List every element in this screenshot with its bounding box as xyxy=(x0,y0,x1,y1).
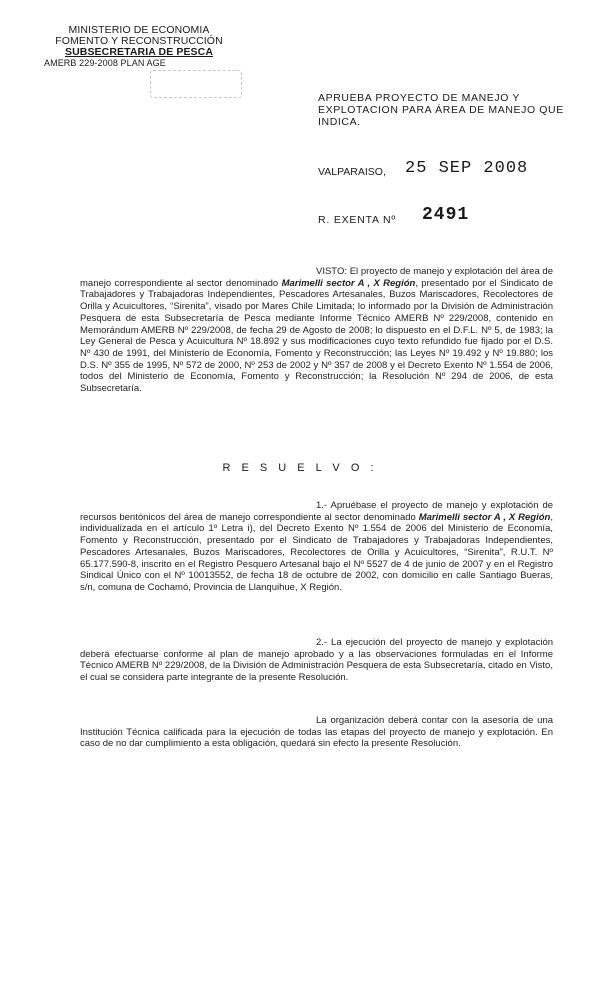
place-label: VALPARAISO, xyxy=(318,166,386,178)
visto-lead: VISTO: xyxy=(316,266,347,277)
paragraph-3-lead: La organización deberá contar con la asesoría xyxy=(316,715,519,726)
letterhead xyxy=(44,25,234,69)
faded-stamp xyxy=(150,70,242,98)
resuelvo-heading: R E S U E L V O : xyxy=(222,462,378,474)
paragraph-2-lead: 2.- La ejecución del proyecto de manejo y xyxy=(316,637,501,648)
ministry-subtitle: FOMENTO Y RECONSTRUCCIÓN xyxy=(55,35,223,47)
resolution-subject: APRUEBA PROYECTO DE MANEJO Y EXPLOTACION PARA ÁREA DE MANEJO QUE INDICA. xyxy=(318,92,564,128)
resolution-label: R. EXENTA Nº xyxy=(318,214,397,226)
document-reference: AMERB 229-2008 PLAN AGE xyxy=(44,58,166,68)
resolution-paragraph-2: 2.- La ejecución del proyecto de manejo y explotación deberá efectuarse conforme al plan de manejo aprobado y a las observaciones formuladas en el Informe Técnico AMERB Nº 229/2008, de la División de Administración Pesquera de esta Subsecretaría, citado en Visto, el cual se considera parte integrante de la presente Resolución. xyxy=(80,637,554,684)
sector-name: Marimelli sector A , X Región xyxy=(281,277,416,289)
sector-name-2: Marimelli sector A , X Región xyxy=(418,511,551,523)
subsecretariat-name: SUBSECRETARIA DE PESCA xyxy=(64,46,214,58)
visto-paragraph: VISTO: El proyecto de manejo y explotación del área de manejo correspondiente al sector denominado Marimelli sector A , X Región, presentado por el Sindicato de Trabajadores y Trabajadoras Independientes, Pescadores Artesanales, Buzos Mariscadores, Recolectores de Orilla y Acuicultores, “Sirenita”, visado por Mares Chile Limitada; lo informado por la División de Administración Pesquera de esta Subsecretaría de Pesca mediante Informe Técnico AMERB Nº 229/2008, contenido en Memorándum AMERB Nº 229/2008, de fecha 29 de Agosto de 2008; lo dispuesto en el D.F.L. Nº 5, de 1983; la Ley General de Pesca y Acuicultura Nº 18.892 y sus modificaciones cuyo texto refundido fue fijado por el D.S. Nº 430 de 1991, del Ministerio de Economía, Fomento y Reconstrucción; las Leyes Nº 19.492 y Nº 19.880; los D.S. Nº 355 de 1995, Nº 572 de 2000, Nº 253 de 2002 y Nº 357 de 2008 y el Decreto Exento Nº 1.554 de 2006, todos del Ministerio de Economía, Fomento y Reconstrucción; la Resolución Nº 294 de 2006, de esta Subsecretaría. xyxy=(80,266,553,395)
resolution-paragraph-1: 1.- Apruébase el proyecto de manejo y explotación de recursos bentónicos del área de manejo correspondiente al sector denominado Marimelli sector A , X Región, individualizada en el artículo 1º Letra i), del Decreto Exento Nº 1.554 de 2006 del Ministerio de Economía, Fomento y Reconstrucción, presentado por el Sindicato de Trabajadores y Trabajadoras Independientes, Pescadores Artesanales, Buzos Mariscadores, Recolectores de Orilla y Acuicultores, “Sirenita”, R.U.T. Nº 65.177.590-8, inscrito en el Registro Pesquero Artesanal bajo el Nº 5527 de 4 de junio de 2007 y en el Registro Sindical Único con el Nº 10013552, de fecha 18 de octubre de 2002, con domicilio en calle Santiago Bueras, s/n, comuna de Cochamó, Provincia de Llanquihue, X Región. xyxy=(80,500,554,593)
ministry-name: MINISTERIO DE ECONOMIA xyxy=(68,24,210,36)
resolution-paragraph-3: La organización deberá contar con la asesoría de una Institución Técnica calificada para la ejecución de todas las etapas del proyecto de manejo y explotación. En caso de no dar cumplimiento a esta obligación, quedará sin efecto la presente Resolución. xyxy=(80,715,554,750)
paragraph-1-lead: 1.- Apruébase el proyecto de manejo y xyxy=(316,500,487,511)
resolution-number: 2491 xyxy=(422,205,470,225)
date-stamp: 25 SEP 2008 xyxy=(405,159,529,178)
